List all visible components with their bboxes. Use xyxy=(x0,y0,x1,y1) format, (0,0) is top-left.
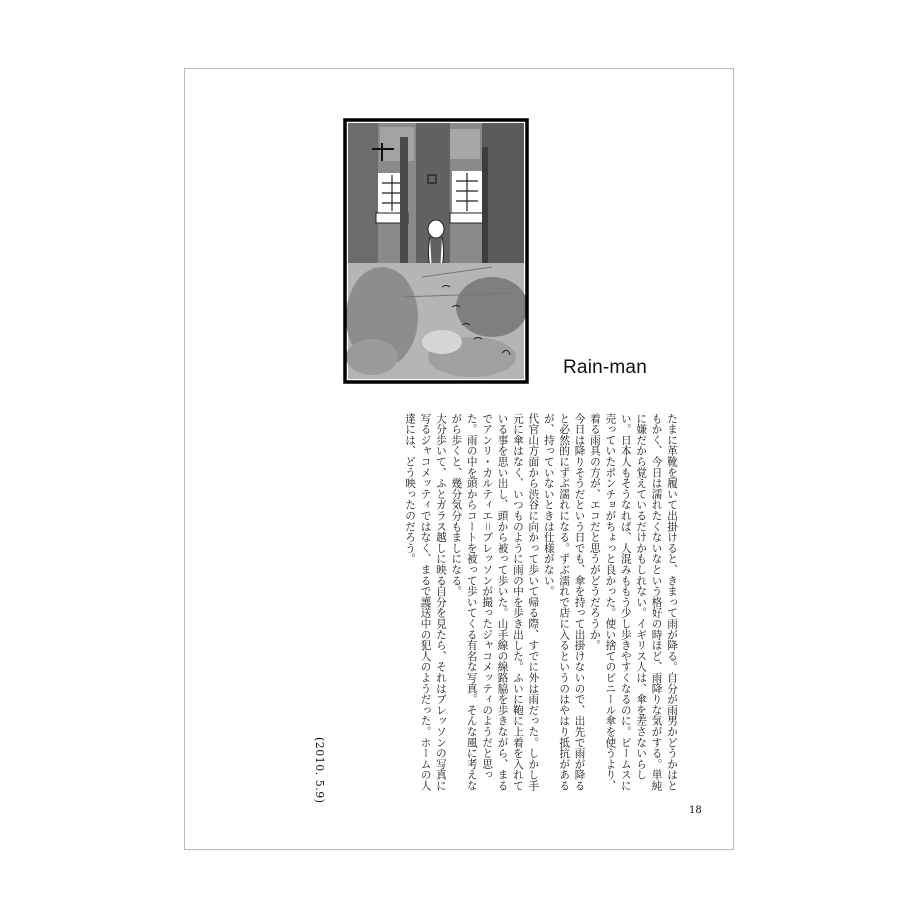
essay-paragraph: たまに革靴を履いて出掛けると、きまって雨が降る。自分が雨男かどうかはともかく、今日は濡れたくないなという格好の時ほど、雨降りな気がする。単純に嫌だから覚えているだけかもしれない。イギリス人は、傘を差さないらしい。日本人もそうなれば、人混みももう少し歩きやすくなるのに。ビームスに売っていたポンチョがちょっと良かった。使い捨てのビニール傘を使うより、着る雨具の方が、エコだと思うがどうだろうか。 xyxy=(588,413,678,791)
page-number: 18 xyxy=(689,805,702,816)
essay-date: (2010. 5.9) xyxy=(313,737,326,804)
essay-paragraph: 今日は降りそうだという日でも、傘を持って出掛けないので、出先で雨が降ると必然的にずぶ濡れになる。ずぶ濡れで店に入るというのはやはり抵抗があるが、持っていないときは仕様がない。 xyxy=(542,413,586,791)
essay-paragraph: 大分歩いて、ふとガラス越しに映る自分を見たら、それはブレッソンの写真に写るジャコメッティではなく、まるで護送中の犯人のようだった。ホームの人達には、どう映ったのだろう。 xyxy=(404,413,447,791)
essay-title: Rain-man xyxy=(563,357,647,378)
essay-paragraph: 代官山方面から渋谷に向かって歩いて帰る際、すでに外は雨だった。しかし手元に傘はなく、いつものように雨の中を歩き出した。ふいに鞄に上着を入れている事を思い出し、頭から被って歩いた。山手線の線路脇を歩きながら、まるでアンリ・カルティエ＝ブレッソンが撮ったジャコメッティのようだと思った。雨の中を頭からコートを被って歩いてくる有名な写真。そんな風に考えながら歩くと、幾分気分もましになる。 xyxy=(450,413,540,791)
document-page xyxy=(184,68,734,850)
essay-body xyxy=(329,413,679,793)
rain-street-illustration xyxy=(342,117,530,385)
